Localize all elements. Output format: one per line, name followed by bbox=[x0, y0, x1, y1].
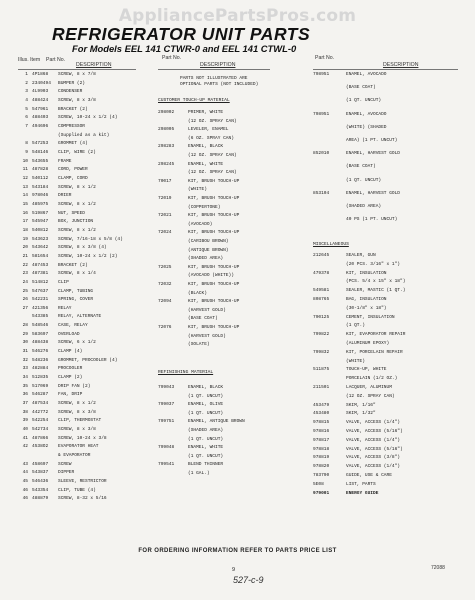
part-description: VALVE, ACCESS (1/4") bbox=[346, 420, 401, 426]
part-number: 72024 bbox=[158, 230, 172, 236]
part-description: CORD, POWER bbox=[58, 167, 88, 173]
item-number: 34 bbox=[22, 375, 28, 381]
part-number: 543655 bbox=[32, 158, 49, 164]
item-number: 40 bbox=[22, 427, 28, 433]
part-description: SCREW, 8 x 3/8 bbox=[58, 409, 96, 415]
header-part-right: Part No. bbox=[315, 55, 335, 61]
header-divider bbox=[158, 69, 270, 70]
part-number: 72076 bbox=[158, 325, 172, 330]
part-description: 40 PS (1 PT. UNCUT) bbox=[346, 217, 398, 223]
part-description: (1 QT. UNCUT) bbox=[346, 98, 382, 104]
part-description: DRIP FAN (2) bbox=[58, 383, 91, 389]
part-number: 72021 bbox=[158, 213, 172, 219]
part-description: SCREW bbox=[58, 461, 72, 467]
part-description: KIT, EVAPORATOR REPAIR bbox=[346, 332, 406, 338]
part-description: (1 QT. UNCUT) bbox=[346, 177, 382, 183]
part-number: 542231 bbox=[32, 297, 49, 303]
part-number: 543184 bbox=[32, 184, 49, 190]
header-part: Part No. bbox=[46, 57, 66, 63]
header-description-mid: DESCRIPTION bbox=[200, 62, 236, 68]
part-number: 799541 bbox=[158, 462, 175, 468]
part-description: SLEEVE, RESTRICTOR bbox=[58, 479, 107, 485]
item-number: 37 bbox=[22, 401, 28, 407]
part-description: (SHADED AREA) bbox=[188, 256, 224, 262]
part-description: (WHITE) (SHADED bbox=[346, 124, 387, 130]
part-description: SEALER, GUN bbox=[346, 253, 376, 258]
item-number: 12 bbox=[22, 175, 28, 181]
part-description: KIT, PORCELAIN REPAIR bbox=[346, 349, 403, 355]
header-item: Illus. Item bbox=[18, 57, 41, 63]
item-number: 14 bbox=[22, 193, 28, 199]
part-number: 4P1868 bbox=[32, 72, 49, 77]
part-description: CASE, RELAY bbox=[58, 323, 88, 329]
part-description: ENAMEL, BLACK bbox=[188, 385, 224, 390]
page-number: 9 bbox=[232, 567, 236, 573]
part-number: 72094 bbox=[158, 299, 172, 305]
part-description: CLAMP, CORD bbox=[58, 175, 88, 181]
header-divider bbox=[313, 69, 458, 70]
part-description: ENAMEL, AVOCADO bbox=[346, 111, 387, 117]
part-number: 540112 bbox=[32, 175, 49, 181]
part-description: (12 OZ. SPRAY CAN) bbox=[188, 153, 237, 158]
part-number: 790125 bbox=[313, 314, 330, 320]
part-description: KIT, BRUSH TOUCH-UP bbox=[188, 213, 240, 219]
part-description: SCREW, 8 x 3/8 bbox=[58, 97, 96, 103]
part-description: CLIP, THERMOSTAT bbox=[58, 418, 102, 424]
part-description: ENAMEL, BLACK bbox=[188, 144, 224, 150]
item-number: 4 bbox=[25, 97, 28, 103]
header-part-mid: Part No. bbox=[162, 55, 182, 61]
part-number: 547637 bbox=[32, 288, 49, 294]
part-number: 2340494 bbox=[32, 80, 51, 86]
part-description: SPRING, COVER bbox=[58, 297, 94, 303]
part-number: 798951 bbox=[313, 72, 330, 77]
part-description: ENAMEL, HARVEST GOLD bbox=[346, 190, 401, 196]
part-description: (ANTIQUE BROWN) bbox=[188, 247, 229, 253]
part-number: 487534 bbox=[32, 401, 49, 407]
part-number: 488403 bbox=[32, 115, 49, 121]
part-description: KIT, BRUSH TOUCH-UP bbox=[188, 196, 240, 201]
part-description: EVAPORATOR HEAT bbox=[58, 444, 99, 450]
section-touchup: CUSTOMER TOUCH-UP MATERIAL bbox=[158, 98, 230, 103]
item-number: 8 bbox=[25, 141, 28, 147]
part-number: 546276 bbox=[32, 349, 49, 355]
part-description: SCREW, 8-32 x 5/16 bbox=[58, 496, 107, 502]
item-number: 39 bbox=[22, 418, 28, 424]
item-number: 18 bbox=[22, 227, 28, 233]
part-description: VALVE, ACCESS (3/8") bbox=[346, 455, 401, 461]
part-description: (1 QT. UNCUT) bbox=[188, 393, 224, 399]
part-number: 519867 bbox=[32, 210, 49, 216]
item-number: 1 bbox=[25, 72, 28, 77]
part-number: 512835 bbox=[32, 375, 49, 381]
part-number: 517069 bbox=[32, 383, 49, 389]
part-number: 4538O2 bbox=[32, 444, 49, 450]
part-number: 211501 bbox=[313, 385, 330, 390]
item-number: 11 bbox=[22, 167, 28, 173]
part-description: (6 OZ. SPRAY CAN) bbox=[188, 135, 234, 141]
part-number: 549581 bbox=[313, 288, 330, 294]
header-description: DESCRIPTION bbox=[76, 62, 112, 68]
part-description: (HARVEST GOLD) bbox=[188, 307, 226, 313]
part-number: 799751 bbox=[158, 419, 175, 425]
part-number: 545947 bbox=[32, 219, 49, 225]
part-description: (COPPERTONE) bbox=[188, 204, 221, 210]
item-number: 38 bbox=[22, 409, 28, 415]
part-description: & EVAPORATOR bbox=[58, 453, 91, 459]
part-description: OPTIONAL PARTS (NOT INCLUDED) bbox=[180, 82, 259, 87]
part-description: CLIP, TUBE (4) bbox=[58, 487, 96, 493]
part-number: 547253 bbox=[32, 141, 49, 147]
part-description: GUIDE, USE & CARE bbox=[346, 473, 392, 478]
part-number: 581654 bbox=[32, 253, 49, 259]
part-description: VALVE, ACCESS (5/16") bbox=[346, 429, 403, 434]
part-description: BRACKET (2) bbox=[58, 106, 88, 112]
item-number: 27 bbox=[22, 305, 28, 311]
part-number: 540812 bbox=[32, 227, 49, 233]
section-miscellaneous: MISCELLANEOUS bbox=[313, 242, 349, 247]
part-description: RELAY, ALTERNATE bbox=[58, 314, 102, 320]
part-description: ENAMEL, ANTIQUE BROWN bbox=[188, 419, 245, 425]
part-number: 978817 bbox=[313, 437, 330, 443]
part-description: KIT, BRUSH TOUCH-UP bbox=[188, 282, 240, 287]
part-description: LEVELER, ENAMEL bbox=[188, 127, 229, 133]
part-description: ENERGY GUIDE bbox=[346, 490, 379, 496]
part-description: FAN, DRIP bbox=[58, 392, 83, 398]
item-number: 46 bbox=[22, 487, 28, 493]
part-description: RELAY bbox=[58, 305, 72, 311]
part-number: 548546 bbox=[32, 323, 49, 329]
item-number: 45 bbox=[22, 479, 28, 485]
part-number: 482884 bbox=[32, 366, 49, 372]
part-number: 978816 bbox=[313, 429, 330, 434]
part-description: (30-1/8" x 18") bbox=[346, 305, 387, 311]
part-description: (1 QT. UNCUT) bbox=[188, 453, 224, 459]
site-watermark: AppliancePartsPros.com bbox=[118, 6, 357, 26]
part-description: (1 QT. UNCUT) bbox=[188, 436, 224, 442]
part-description: (BASE COAT) bbox=[346, 85, 376, 91]
part-number: 548146 bbox=[32, 149, 49, 155]
part-number: 488424 bbox=[32, 97, 49, 103]
part-number: 852010 bbox=[313, 151, 330, 157]
part-description: (AVOCADO) bbox=[188, 221, 213, 227]
item-number: 36 bbox=[22, 392, 28, 398]
part-description: FRAME bbox=[58, 158, 72, 164]
part-number: 548236 bbox=[32, 357, 49, 363]
part-description: KIT, BRUSH TOUCH-UP bbox=[188, 299, 240, 305]
part-number: 514812 bbox=[32, 279, 49, 285]
part-description: SKIM, 1/16" bbox=[346, 402, 376, 408]
part-number: 978819 bbox=[313, 455, 330, 461]
part-number: 546287 bbox=[32, 392, 49, 398]
item-number: 6 bbox=[25, 115, 28, 121]
part-description: ENAMEL, HARVEST GOLD bbox=[346, 151, 401, 157]
part-number: 543837 bbox=[32, 470, 49, 476]
part-description: VALVE, ACCESS (1/4") bbox=[346, 437, 401, 443]
part-number: 799048 bbox=[158, 445, 175, 451]
item-number: 46 bbox=[22, 496, 28, 502]
item-number: 31 bbox=[22, 349, 28, 355]
part-number: 487453 bbox=[32, 262, 49, 268]
part-number: 298283 bbox=[158, 144, 175, 150]
part-number: 978820 bbox=[313, 464, 330, 470]
part-description: NUT, SPEED bbox=[58, 210, 86, 216]
part-description: ENAMEL, AVOCADO bbox=[346, 72, 387, 77]
part-number: 442772 bbox=[32, 409, 49, 415]
part-description: (CARIBOU BROWN) bbox=[188, 239, 229, 244]
item-number: 9 bbox=[25, 149, 28, 155]
part-number: 494696 bbox=[32, 123, 49, 129]
part-number: 799822 bbox=[313, 332, 330, 338]
part-number: 799037 bbox=[158, 402, 175, 408]
part-number: 543642 bbox=[32, 245, 49, 251]
part-number: 583697 bbox=[32, 331, 49, 337]
part-description: COMPRESSOR bbox=[58, 123, 86, 129]
part-number: 543623 bbox=[32, 236, 49, 242]
part-number: 72025 bbox=[158, 264, 172, 270]
part-description: KIT, BRUSH TOUCH-UP bbox=[188, 178, 240, 184]
part-description: KIT, BRUSH TOUCH-UP bbox=[188, 264, 240, 270]
part-number: 72019 bbox=[158, 196, 172, 201]
part-number: 5E08 bbox=[313, 481, 324, 487]
part-description: PRIMER, WHITE bbox=[188, 110, 224, 115]
part-description: ENAMEL, WHITE bbox=[188, 445, 224, 451]
part-number: 978818 bbox=[313, 446, 330, 452]
item-number: 23 bbox=[22, 271, 28, 277]
part-description: (12 OZ. SPRAY CAN) bbox=[346, 393, 395, 399]
item-number: 22 bbox=[22, 262, 28, 268]
part-description: SCREW, 8 x 1/2 bbox=[58, 401, 96, 407]
part-description: CLAMP (2) bbox=[58, 375, 83, 381]
part-number: 453479 bbox=[313, 402, 330, 408]
part-number: 487866 bbox=[32, 435, 49, 441]
part-number: 978815 bbox=[313, 420, 330, 426]
part-description: (1 QT.) bbox=[346, 323, 365, 329]
part-description: (1 GAL.) bbox=[188, 471, 210, 476]
part-description: ENAMEL, WHITE bbox=[188, 161, 224, 167]
part-number: 298245 bbox=[158, 161, 175, 167]
part-description: SCREW, 8 x 3/8 bbox=[58, 427, 96, 433]
part-description: DRIER bbox=[58, 193, 72, 199]
part-number: 542254 bbox=[32, 418, 49, 424]
part-description: TOUCH-UP, WHITE bbox=[346, 367, 387, 373]
part-description: (PCS. 5/4 x 15" x 18") bbox=[346, 279, 406, 285]
item-number: 30 bbox=[22, 340, 28, 346]
item-number: 20 bbox=[22, 245, 28, 251]
part-number: 978046 bbox=[32, 193, 49, 199]
part-description: CONDENSER bbox=[58, 89, 83, 95]
item-number: 3 bbox=[25, 89, 28, 95]
part-description: SCREW, 10-24 x 3/8 bbox=[58, 435, 107, 441]
part-description: GROMMET, PROCOOLER (4) bbox=[58, 357, 118, 363]
item-number: 7 bbox=[25, 123, 28, 129]
item-number: 13 bbox=[22, 184, 28, 190]
part-number: 479378 bbox=[313, 270, 330, 276]
part-description: (12 OZ. SPRAY CAN) bbox=[188, 170, 237, 176]
part-description: PARTS NOT ILLUSTRATED ARE bbox=[180, 76, 248, 81]
part-description: GROMMET (4) bbox=[58, 141, 88, 147]
part-number: 70017 bbox=[158, 178, 172, 184]
item-number: 44 bbox=[22, 470, 28, 476]
part-description: SCREW, 8 x 7/8 bbox=[58, 72, 96, 77]
item-number: 21 bbox=[22, 253, 28, 259]
part-description: BRACKET (2) bbox=[58, 262, 88, 268]
part-number: 808765 bbox=[313, 297, 330, 302]
part-description: (12 OZ. SPRAY CAN) bbox=[188, 118, 237, 124]
part-description: BLEND THINNER bbox=[188, 462, 224, 468]
part-description: (BLACK) bbox=[188, 290, 207, 296]
part-number: 799832 bbox=[313, 349, 330, 355]
part-description: LIST, PARTS bbox=[346, 481, 376, 487]
part-number: 853104 bbox=[313, 190, 330, 196]
part-description: CLIP, WIRE (2) bbox=[58, 149, 96, 155]
part-description: (WHITE) bbox=[346, 358, 365, 364]
section-refinishing: REFINISHING MATERIAL bbox=[158, 370, 214, 375]
part-description: SCREW, 10-24 x 1/2 (4) bbox=[58, 115, 118, 121]
item-number: 10 bbox=[22, 158, 28, 164]
part-description: SEALER, MASTIC (1 QT.) bbox=[346, 288, 406, 294]
part-number: 298005 bbox=[158, 127, 175, 133]
part-number: 511875 bbox=[313, 367, 330, 373]
item-number: 19 bbox=[22, 236, 28, 242]
part-number: 547961 bbox=[32, 106, 49, 112]
part-number: 542734 bbox=[32, 427, 49, 433]
part-number: 485975 bbox=[32, 201, 49, 207]
page-title: REFRIGERATOR UNIT PARTS bbox=[52, 24, 311, 44]
part-description: SCREW, 7/16-18 x 5/8 (4) bbox=[58, 236, 123, 242]
item-number: 32 bbox=[22, 357, 28, 363]
part-description: VALVE, ACCESS (5/16") bbox=[346, 446, 403, 452]
part-description: (BASE COAT) bbox=[346, 164, 376, 170]
page-code: 527-c-9 bbox=[233, 575, 264, 585]
item-number: 26 bbox=[22, 297, 28, 303]
header-divider bbox=[18, 69, 136, 70]
item-number: 24 bbox=[22, 279, 28, 285]
part-description: ENAMEL, OLIVE bbox=[188, 402, 224, 408]
part-description: SCREW, 6 x 1/2 bbox=[58, 340, 96, 346]
part-number: 543354 bbox=[32, 487, 49, 493]
part-number: 798951 bbox=[313, 111, 330, 117]
part-description: (Supplied as a kit) bbox=[58, 132, 110, 138]
part-description: (BASE COAT) bbox=[188, 316, 218, 322]
part-number: 72032 bbox=[158, 282, 172, 287]
part-number: 488879 bbox=[32, 496, 49, 502]
part-number: 783790 bbox=[313, 473, 330, 478]
part-description: SCREW, 8 x 3/8 (4) bbox=[58, 245, 107, 251]
part-description: CLIP bbox=[58, 279, 69, 285]
item-number: 35 bbox=[22, 383, 28, 389]
header-description-right: DESCRIPTION bbox=[383, 62, 419, 68]
part-number: 453480 bbox=[313, 411, 330, 417]
item-number: 5 bbox=[25, 106, 28, 112]
part-description: PROCOOLER bbox=[58, 366, 83, 372]
part-description: CEMENT, INSULATION bbox=[346, 314, 395, 320]
item-number: 16 bbox=[22, 210, 28, 216]
part-number: 421356 bbox=[32, 305, 49, 311]
item-number: 2 bbox=[25, 80, 28, 86]
item-number: 15 bbox=[22, 201, 28, 207]
item-number: 25 bbox=[22, 288, 28, 294]
item-number: 41 bbox=[22, 435, 28, 441]
item-number: 42 bbox=[22, 444, 28, 450]
item-number: 17 bbox=[22, 219, 28, 225]
part-description: (1 QT. UNCUT) bbox=[188, 410, 224, 416]
part-description: AREA) (1 PT. UNCUT) bbox=[346, 138, 398, 143]
part-description: (AVOCADO (WHITE)) bbox=[188, 273, 234, 279]
item-number: 29 bbox=[22, 331, 28, 337]
part-number: 487381 bbox=[32, 271, 49, 277]
part-description: BUMPER (2) bbox=[58, 80, 86, 86]
part-number: 458697 bbox=[32, 461, 49, 467]
part-description: SCREW, 8 x 1/2 bbox=[58, 201, 96, 207]
part-number: 546436 bbox=[32, 479, 49, 485]
part-number: 212645 bbox=[313, 253, 330, 258]
part-description: SCREW, 10-24 x 1/2 (2) bbox=[58, 253, 118, 259]
part-description: DIPPER bbox=[58, 470, 75, 476]
part-description: (SOLATE) bbox=[188, 342, 210, 348]
part-number: 543385 bbox=[32, 314, 49, 320]
part-description: (20 PCS. 3/16" x 1") bbox=[346, 261, 401, 267]
part-description: PORCELAIN (1/2 OZ.) bbox=[346, 376, 398, 382]
part-number: 488438 bbox=[32, 340, 49, 346]
part-description: BOX, JUNCTION bbox=[58, 219, 94, 225]
item-number: 33 bbox=[22, 366, 28, 372]
part-number: 298002 bbox=[158, 110, 175, 115]
part-description: (WHITE) bbox=[188, 187, 207, 193]
page-subtitle: For Models EEL 141 CTWR-0 and EEL 141 CTWL-0 bbox=[72, 43, 297, 54]
part-description: CLAMP (4) bbox=[58, 349, 83, 355]
part-description: (SHADED AREA) bbox=[346, 204, 382, 209]
part-description: CLAMP, TUBING bbox=[58, 288, 94, 294]
part-description: (HARVEST GOLD) bbox=[188, 333, 226, 339]
part-description: SCREW, 8 x 1/4 bbox=[58, 271, 96, 277]
part-description: KIT, BRUSH TOUCH-UP bbox=[188, 230, 240, 236]
date-code: 72088 bbox=[431, 565, 445, 571]
part-number: 799043 bbox=[158, 385, 175, 390]
part-description: VALVE, ACCESS (1/4") bbox=[346, 464, 401, 470]
item-number: 28 bbox=[22, 323, 28, 329]
part-number: 979001 bbox=[313, 490, 330, 496]
part-number: 487828 bbox=[32, 167, 49, 173]
part-description: LACQUER, ALUMINUM bbox=[346, 385, 392, 390]
item-number: 43 bbox=[22, 461, 28, 467]
part-description: SCREW, 8 x 1/2 bbox=[58, 184, 96, 190]
part-description: BAG, INSULATION bbox=[346, 297, 387, 302]
part-description: OVERLOAD bbox=[58, 331, 80, 337]
part-description: SKIM, 1/32" bbox=[346, 411, 376, 417]
part-description: SCREW, 8 x 1/2 bbox=[58, 227, 96, 233]
part-description: (ALUMINUM EPOXY) bbox=[346, 341, 390, 346]
part-description: (SHADED AREA) bbox=[188, 428, 224, 433]
part-description: KIT, INSULATION bbox=[346, 270, 387, 276]
part-number: 4L9903 bbox=[32, 89, 49, 95]
part-description: KIT, BRUSH TOUCH-UP bbox=[188, 325, 240, 330]
ordering-footer: FOR ORDERING INFORMATION REFER TO PARTS PRICE LIST bbox=[138, 548, 337, 554]
